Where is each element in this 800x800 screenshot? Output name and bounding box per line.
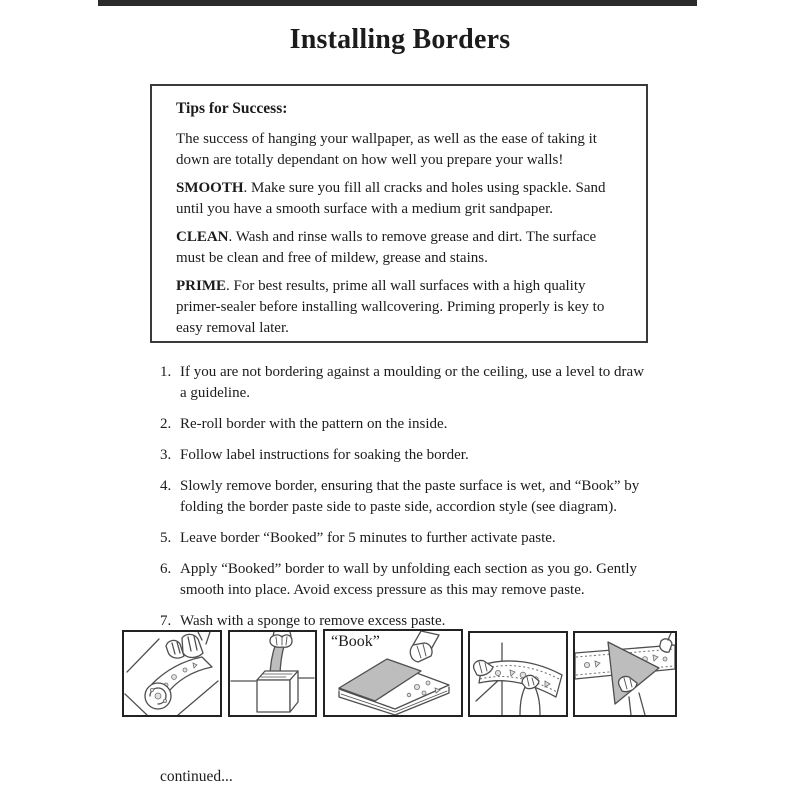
step-number: 1.	[160, 364, 172, 380]
tip-prime-keyword: PRIME	[176, 278, 226, 294]
step-number: 5.	[160, 530, 172, 546]
step-number: 6.	[160, 561, 172, 577]
tip-smooth-text: . Make sure you fill all cracks and holes using spackle. Sand until you have a smooth surface with a medium grit sandpaper.	[176, 180, 606, 217]
tip-smooth	[176, 178, 624, 220]
step-item-6	[160, 559, 652, 601]
step-text: Slowly remove border, ensuring that the paste surface is wet, and “Book” by folding the border paste side to paste side, accordion style (see diagram).	[180, 478, 640, 515]
apply-border-illustration	[468, 631, 568, 717]
step-text: If you are not bordering against a moulding or the ceiling, use a level to draw a guideline.	[180, 364, 645, 401]
step-text: Wash with a sponge to remove excess paste.	[180, 613, 446, 629]
tip-clean-keyword: CLEAN	[176, 229, 229, 245]
step-number: 4.	[160, 478, 172, 494]
step-item-2	[160, 414, 652, 435]
reroll-border-drawing	[124, 632, 220, 715]
step-number: 2.	[160, 416, 172, 432]
tip-clean	[176, 227, 624, 269]
soak-border-illustration	[228, 630, 317, 717]
step-item-3	[160, 445, 652, 466]
tip-smooth-keyword: SMOOTH	[176, 180, 244, 196]
step-number: 3.	[160, 447, 172, 463]
page-top-scan-bar	[98, 0, 697, 6]
tips-heading: Tips for Success:	[176, 100, 288, 117]
tip-prime-text: . For best results, prime all wall surfaces with a high quality primer-sealer before installing wallcovering. Priming properly is key to easy removal later.	[176, 278, 605, 336]
book-label: “Book”	[331, 633, 380, 650]
step-number: 7.	[160, 613, 172, 629]
tip-prime	[176, 276, 624, 339]
step-item-1	[160, 362, 652, 404]
steps-list	[160, 362, 652, 642]
step-text: Re-roll border with the pattern on the inside.	[180, 416, 448, 432]
step-item-4	[160, 476, 652, 518]
step-text: Apply “Booked” border to wall by unfolding each section as you go. Gently smooth into place. Avoid excess pressure as this may remove paste.	[180, 561, 637, 598]
step-text: Leave border “Booked” for 5 minutes to further activate paste.	[180, 530, 556, 546]
step-item-5	[160, 528, 652, 549]
continued-label: continued...	[160, 768, 233, 785]
reroll-border-illustration	[122, 630, 222, 717]
tip-clean-text: . Wash and rinse walls to remove grease and dirt. The surface must be clean and free of mildew, grease and stains.	[176, 229, 597, 266]
unfold-border-illustration	[573, 631, 677, 717]
book-border-illustration	[323, 629, 463, 717]
tips-intro: The success of hanging your wallpaper, as well as the ease of taking it down are totally dependant on how well you prepare your walls!	[176, 131, 597, 168]
unfold-border-drawing	[575, 633, 675, 715]
soak-border-drawing	[230, 632, 315, 715]
step-text: Follow label instructions for soaking the border.	[180, 447, 469, 463]
page-title: Installing Borders	[289, 24, 511, 55]
tips-box	[150, 84, 648, 343]
apply-border-drawing	[470, 633, 566, 715]
